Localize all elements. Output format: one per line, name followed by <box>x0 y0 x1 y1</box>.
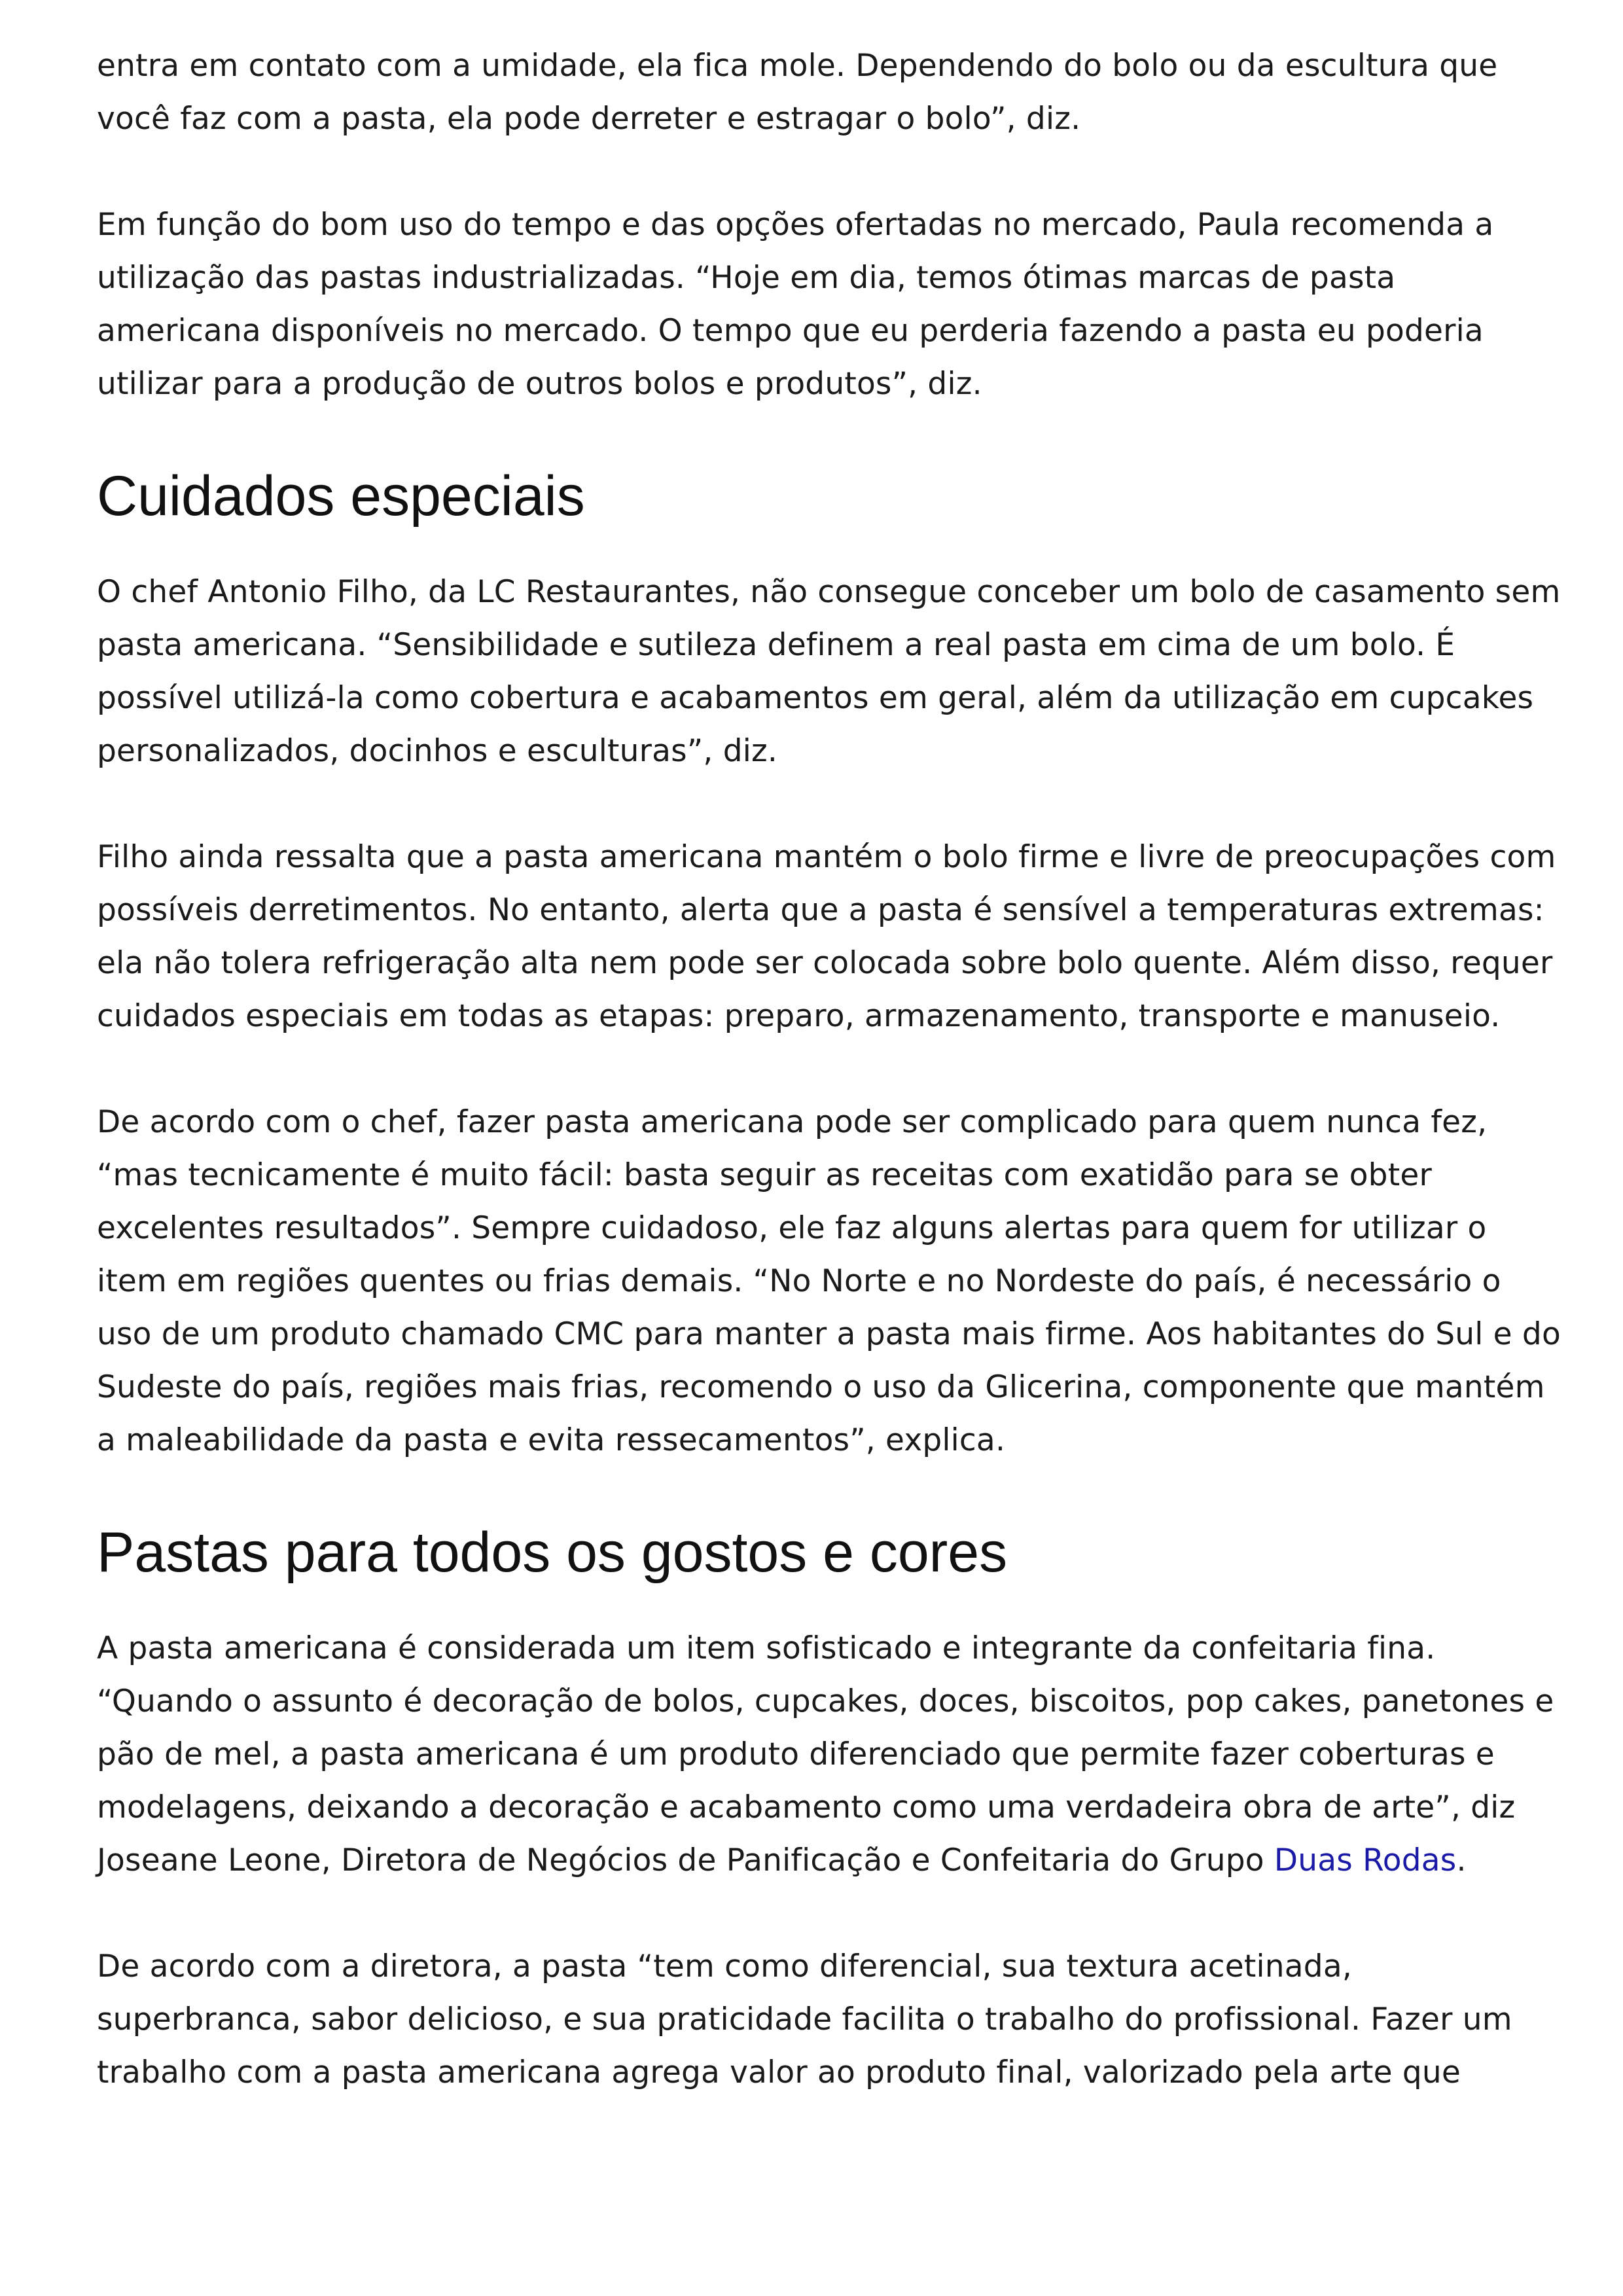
section-heading-pastas: Pastas para todos os gostos e cores <box>97 1521 1008 1584</box>
paragraph-end: . <box>1456 1842 1467 1878</box>
paragraph: O chef Antonio Filho, da LC Restaurantes, não consegue conceber um bolo de casamento sem pasta americana. “Sensibilidade e sutileza definem a real pasta em cima de um bolo. É possível utilizá-la como cobertura e acabamentos em geral, além da utilização em cupcakes personalizados, docinhos e esculturas”, diz. <box>97 574 1561 769</box>
paragraph: De acordo com o chef, fazer pasta americana pode ser complicado para quem nunca fez, “mas tecnicamente é muito fácil: basta seguir as receitas com exatidão para se obter excelentes resultados”. Sempre cuidadoso, ele faz alguns alertas para quem for utilizar o item em regiões quentes ou frias demais. “No Norte e no Nordeste do país, é necessário o uso de um produto chamado CMC para manter a pasta mais firme. Aos habitantes do Sul e do Sudeste do país, regiões mais frias, recomendo o uso da Glicerina, componente que mantém a maleabilidade da pasta e evita ressecamentos”, explica. <box>97 1104 1561 1458</box>
paragraph: Filho ainda ressalta que a pasta americana mantém o bolo firme e livre de preocupações com possíveis derretimentos. No entanto, alerta que a pasta é sensível a temperaturas extremas: ela não tolera refrigeração alta nem pode ser colocada sobre bolo quente. Além disso, requer cuidados especiais em todas as etapas: preparo, armazenamento, transporte e manuseio. <box>97 839 1556 1034</box>
section-heading-cuidados: Cuidados especiais <box>97 465 585 528</box>
article-body <box>97 39 1563 2152</box>
duas-rodas-link[interactable]: Duas Rodas <box>1274 1842 1457 1878</box>
paragraph: entra em contato com a umidade, ela fica mole. Dependendo do bolo ou da escultura que você faz com a pasta, ela pode derreter e estragar o bolo”, diz. <box>97 48 1498 137</box>
paragraph: Em função do bom uso do tempo e das opções ofertadas no mercado, Paula recomenda a utilização das pastas industrializadas. “Hoje em dia, temos ótimas marcas de pasta americana disponíveis no mercado. O tempo que eu perderia fazendo a pasta eu poderia utilizar para a produção de outros bolos e produtos”, diz. <box>97 207 1494 402</box>
paragraph-text: A pasta americana é considerada um item sofisticado e integrante da confeitaria fina. “Quando o assunto é decoração de bolos, cupcakes, doces, biscoitos, pop cakes, panetones e pão de mel, a pasta americana é um produto diferenciado que permite fazer coberturas e modelagens, deixando a decoração e acabamento como uma verdadeira obra de arte”, diz Joseane Leone, Diretora de Negócios de Panificação e Confeitaria do Grupo <box>97 1630 1554 1878</box>
paragraph: De acordo com a diretora, a pasta “tem como diferencial, sua textura acetinada, superbranca, sabor delicioso, e sua praticidade facilita o trabalho do profissional. Fazer um trabalho com a pasta americana agrega valor ao produto final, valorizado pela arte que <box>97 1948 1512 2090</box>
paragraph-with-link <box>97 1622 1563 1887</box>
